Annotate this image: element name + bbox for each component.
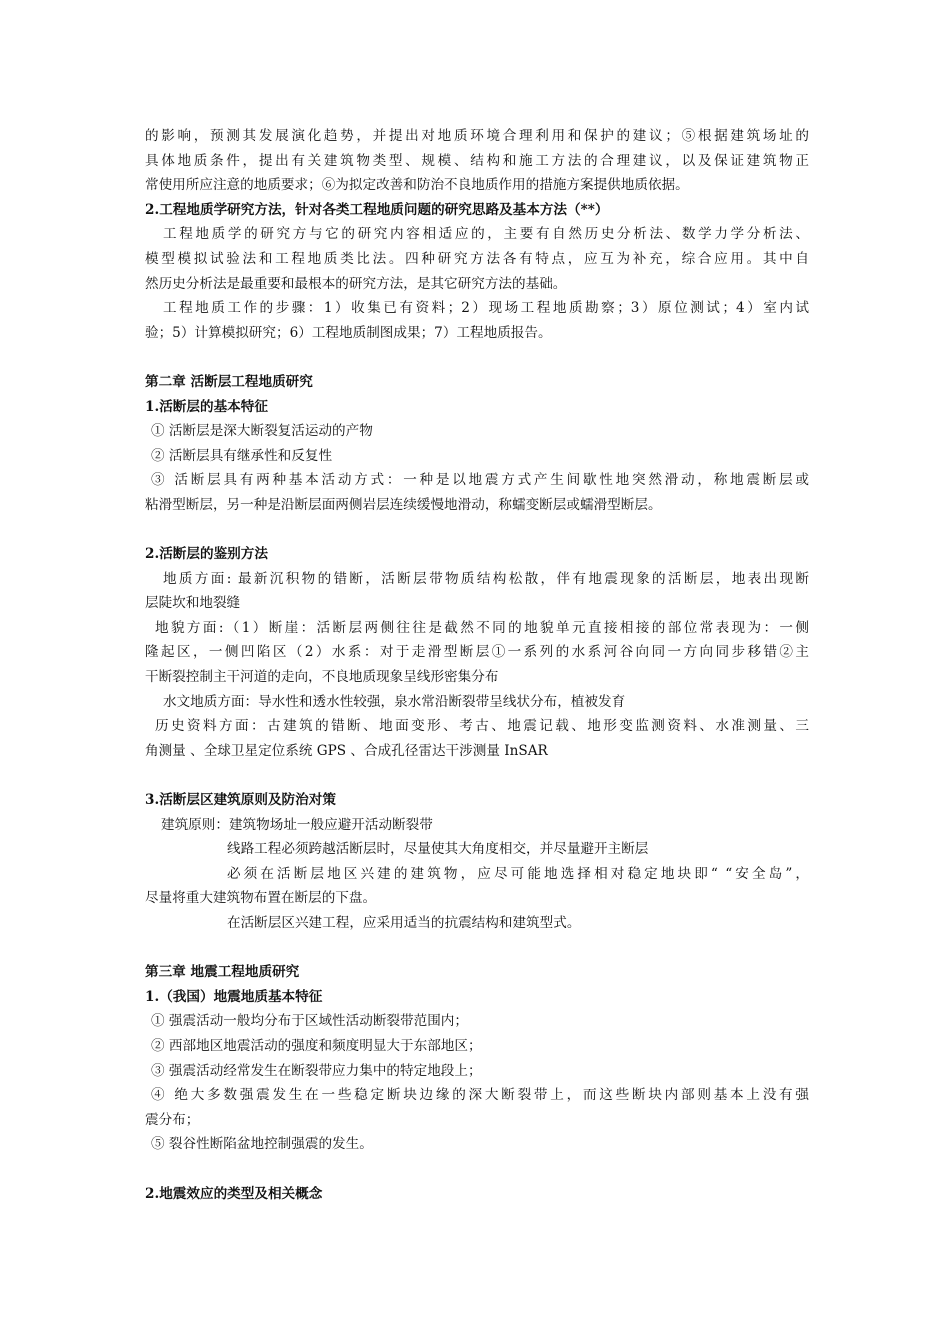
heading-line: 3.活断层区建筑原则及防治对策 [145,792,336,809]
heading-line: 第三章 地震工程地质研究 [145,964,300,981]
text-line: 角测量 、全球卫星定位系统 GPS 、合成孔径雷达干涉测量 InSAR [145,742,548,759]
text-line: 尽量将重大建筑物布置在断层的下盘。 [145,890,377,907]
blank-line [145,936,809,961]
heading-line: 1.（我国）地震地质基本特征 [145,988,323,1005]
text-line: 干断裂控制主干河道的走向，不良地质现象呈线形密集分布 [145,669,499,686]
blank-line [145,518,809,543]
text-line: 具体地质条件，提出有关建筑物类型、规模、结构和施工方法的合理建议，以及保证建筑物正 [145,152,809,169]
blank-line [145,345,809,370]
text-line: ⑤ 裂谷性断陷盆地控制强震的发生。 [151,1136,373,1153]
text-line: 层陡坎和地裂缝 [145,595,241,612]
text-line: 在活断层区兴建工程，应采用适当的抗震结构和建筑型式。 [227,915,581,931]
text-line: 工程地质工作的步骤：1）收集已有资料；2）现场工程地质勘察；3）原位测试；4）室内试 [163,300,809,317]
text-line: ② 活断层具有继承性和反复性 [151,447,333,464]
text-line: 然历史分析法是最重要和最根本的研究方法，是其它研究方法的基础。 [145,275,567,292]
text-line: 地质方面: 最新沉积物的错断，活断层带物质结构松散，伴有地震现象的活断层，地表出现断 [163,570,809,587]
text-line: 工程地质学的研究方与它的研究内容相适应的，主要有自然历史分析法、数学力学分析法、 [163,226,809,243]
heading-line: 第二章 活断层工程地质研究 [145,373,313,390]
text-line: ① 强震活动一般均分布于区域性活动断裂带范围内； [151,1013,468,1030]
text-line: 模型模拟试验法和工程地质类比法。四种研究方法各有特点，应互为补充，综合应用。其中自 [145,250,809,267]
text-line: ③ 活断层具有两种基本活动方式：一种是以地震方式产生间歇性地突然滑动，称地震断层或 [151,472,809,489]
text-line: 水文地质方面：导水性和透水性较强，泉水常沿断裂带呈线状分布，植被发育 [163,693,626,710]
text-line: ① 活断层是深大断裂复活运动的产物 [151,423,373,440]
heading-line: 2.工程地质学研究方法，针对各类工程地质问题的研究思路及基本方法（**） [145,201,609,218]
text-line: ② 西部地区地震活动的强度和频度明显大于东部地区； [151,1037,482,1054]
text-line: 地貌方面:（1）断崖：活断层两侧往往是截然不同的地貌单元直接相接的部位常表现为：一侧 [155,619,809,636]
text-line: ④ 绝大多数强震发生在一些稳定断块边缘的深大断裂带上，而这些断块内部则基本上没有强 [151,1087,809,1104]
text-line: 震分布； [145,1111,200,1128]
heading-line: 2.地震效应的类型及相关概念 [145,1185,323,1202]
blank-line [145,763,809,788]
text-line: 的影响，预测其发展演化趋势，并提出对地质环境合理利用和保护的建议；⑤根据建筑场址的 [145,128,809,144]
text-line: 历史资料方面：古建筑的错断、地面变形、考古、地震记载、地形变监测资料、水准测量、三 [155,718,809,735]
text-line: 验；5）计算模拟研究；6）工程地质制图成果；7）工程地质报告。 [145,324,552,341]
text-line: 必须在活断层地区兴建的建筑物，应尽可能地选择相对稳定地块即“ “安全岛”， [227,865,809,882]
text-line: 常使用所应注意的地质要求；⑥为拟定改善和防治不良地质作用的措施方案提供地质依据。 [145,177,689,194]
text-line: 隆起区，一侧凹陷区（2）水系：对于走滑型断层①一系列的水系河谷向同一方向同步移错②主 [145,644,809,661]
text-line: 线路工程必须跨越活断层时，尽量使其大角度相交，并尽量避开主断层 [227,841,649,858]
document-page [145,124,809,1206]
text-line: 建筑原则：建筑物场址一般应避开活动断裂带 [161,816,433,833]
heading-line: 2.活断层的鉴别方法 [145,546,268,563]
blank-line [145,1157,809,1182]
heading-line: 1.活断层的基本特征 [145,398,268,415]
text-line: 粘滑型断层，另一种是沿断层面两侧岩层连续缓慢地滑动，称蠕变断层或蠕滑型断层。 [145,496,662,513]
text-line: ③ 强震活动经常发生在断裂带应力集中的特定地段上； [151,1062,482,1079]
